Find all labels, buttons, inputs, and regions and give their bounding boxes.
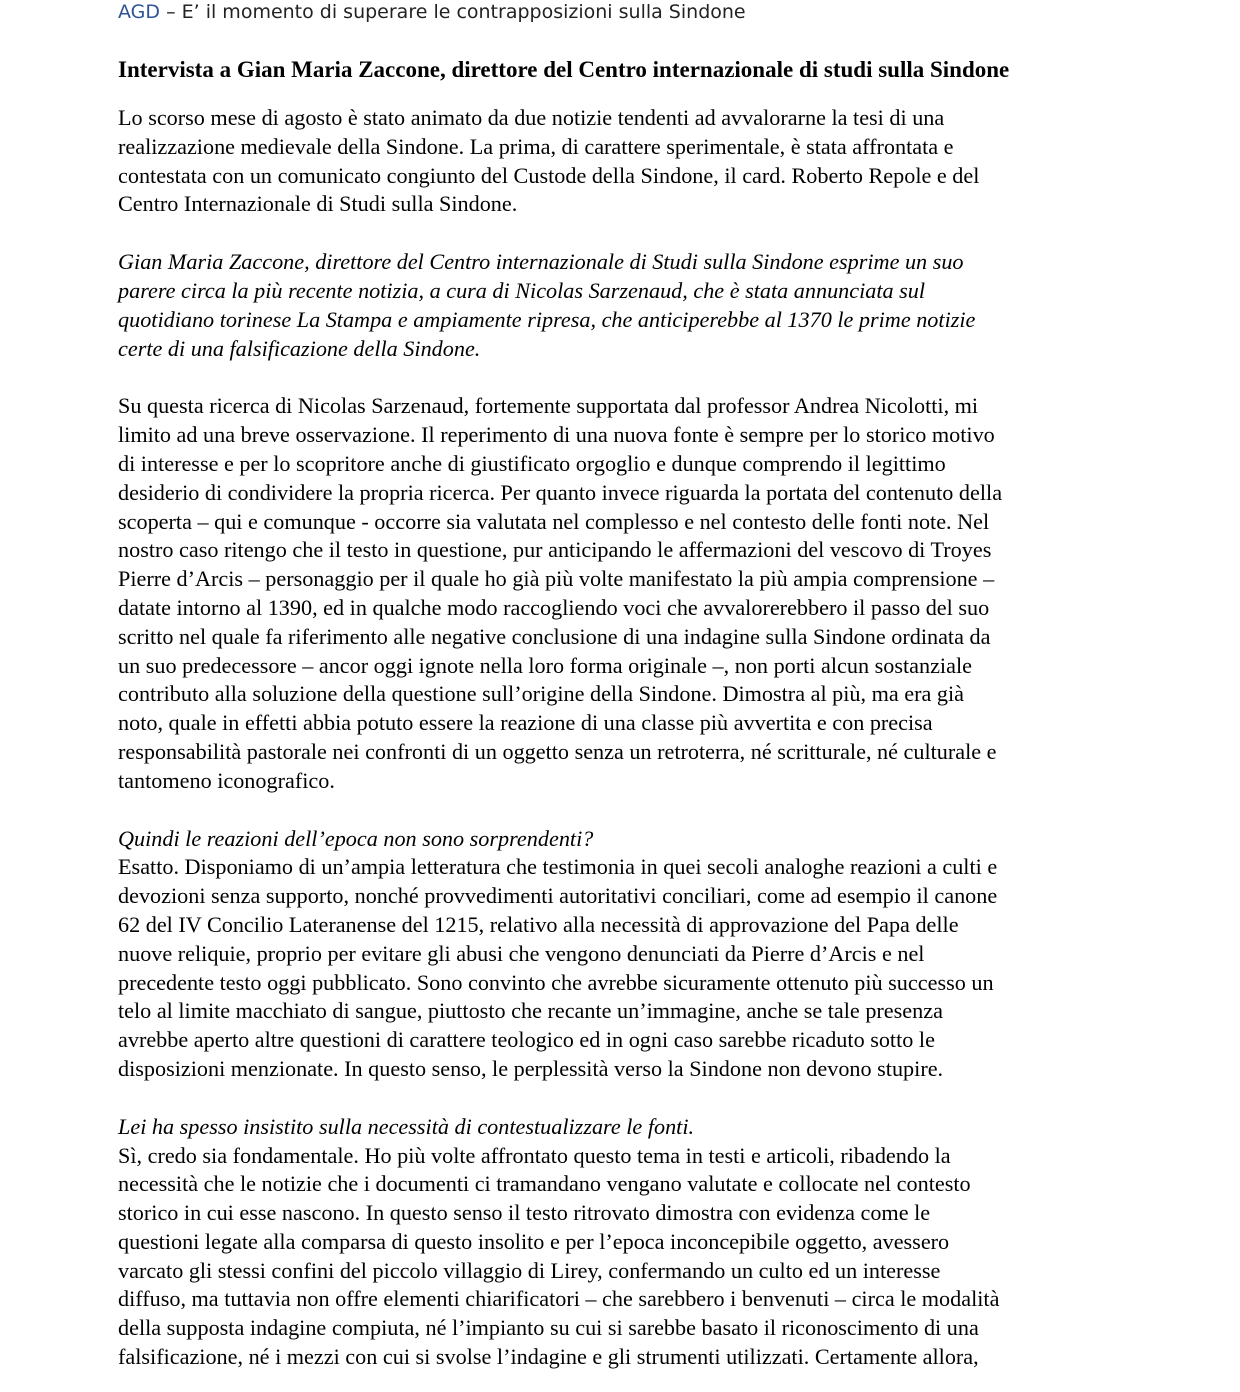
text-line: diffuso, ma tuttavia non offre elementi chiarificatori – che sarebbero i benvenuti – circa le modalità bbox=[118, 1286, 1000, 1312]
text-line: Centro Internazionale di Studi sulla Sindone. bbox=[118, 191, 518, 217]
text-line: questioni legate alla comparsa di questo insolito e per l’epoca inconcepibile oggetto, avessero bbox=[118, 1228, 950, 1254]
text-line: realizzazione medievale della Sindone. La prima, di carattere sperimentale, è stata affrontata e bbox=[118, 133, 954, 159]
text-line: falsificazione, né i mezzi con cui si svolse l’indagine e gli strumenti utilizzati. Certamente allora, bbox=[118, 1344, 979, 1370]
text-line: 62 del IV Concilio Lateranense del 1215, relativo alla necessità di approvazione del Papa delle bbox=[118, 911, 959, 937]
text-line: Esatto. Disponiamo di un’ampia letteratura che testimonia in quei secoli analoghe reazioni a culti e bbox=[118, 854, 998, 880]
text-line: scritto nel quale fa riferimento alle negative conclusione di una indagine sulla Sindone ordinata da bbox=[118, 623, 991, 649]
text-line: della supposta indagine compiuta, né l’impianto su cui si sarebbe basato il riconoscimento di una bbox=[118, 1315, 979, 1341]
text-line: storico in cui esse nascono. In questo senso il testo ritrovato dimostra con evidenza come le bbox=[118, 1200, 931, 1226]
paragraph-lead-italic bbox=[118, 248, 1118, 363]
text-line: Pierre d’Arcis – personaggio per il quale ho già più volte manifestato la più ampia comprensione – bbox=[118, 566, 995, 592]
page-header bbox=[118, 0, 1118, 24]
text-line: Lo scorso mese di agosto è stato animato da due notizie tendenti ad avvalorarne la tesi di una bbox=[118, 105, 945, 130]
interview-question: Quindi le reazioni dell’epoca non sono sorprendenti? bbox=[118, 825, 594, 851]
text-line: avrebbe aperto altre questioni di carattere teologico ed in ogni caso sarebbe ricaduto sotto le bbox=[118, 1027, 935, 1053]
text-line: contestata con un comunicato congiunto del Custode della Sindone, il card. Roberto Repole e del bbox=[118, 162, 980, 188]
text-line: un suo predecessore – ancor oggi ignote nella loro forma originale –, non porti alcun sostanziale bbox=[118, 652, 972, 678]
text-line: noto, quale in effetti abbia potuto essere la reazione di una classe più avvertita e con precisa bbox=[118, 710, 933, 736]
text-line: contributo alla soluzione della questione sull’origine della Sindone. Dimostra al più, ma era già bbox=[118, 681, 964, 707]
text-line: disposizioni menzionate. In questo senso, le perplessità verso la Sindone non devono stupire. bbox=[118, 1055, 944, 1081]
text-line: precedente testo oggi pubblicato. Sono convinto che avrebbe sicuramente ottenuto più successo un bbox=[118, 969, 994, 995]
text-line: desiderio di condividere la propria ricerca. Per quanto invece riguarda la portata del contenuto della bbox=[118, 479, 1003, 505]
text-line: limito ad una breve osservazione. Il reperimento di una nuova fonte è sempre per lo storico motivo bbox=[118, 422, 995, 448]
text-line: datate intorno al 1390, ed in qualche modo raccogliendo voci che avvalorerebbero il passo del suo bbox=[118, 594, 990, 620]
text-line: responsabilità pastorale nei confronti di un oggetto senza un retroterra, né scritturale, né culturale e bbox=[118, 738, 997, 764]
header-headline: E’ il momento di superare le contrapposizioni sulla Sindone bbox=[181, 1, 746, 23]
text-line: Su questa ricerca di Nicolas Sarzenaud, fortemente supportata dal professor Andrea Nicolotti, mi bbox=[118, 393, 979, 419]
paragraph-answer-1 bbox=[118, 392, 1118, 795]
text-line: necessità che le notizie che i documenti ci tramandano vengano valutate e collocate nel contesto bbox=[118, 1171, 971, 1197]
text-line: parere circa la più recente notizia, a cura di Nicolas Sarzenaud, che è stata annunciata sul bbox=[118, 277, 926, 303]
text-line: Gian Maria Zaccone, direttore del Centro internazionale di Studi sulla Sindone esprime un suo bbox=[118, 249, 964, 275]
interview-question: Lei ha spesso insistito sulla necessità di contestualizzare le fonti. bbox=[118, 1113, 695, 1139]
text-line: scoperta – qui e comunque - occorre sia valutata nel complesso e nel contesto delle fonti note. Nel bbox=[118, 508, 990, 534]
header-separator: – bbox=[160, 1, 182, 23]
text-line: certe di una falsificazione della Sindone. bbox=[118, 335, 481, 361]
document-page bbox=[118, 0, 1118, 1372]
text-line: nuove reliquie, proprio per evitare gli abusi che vengono denunciati da Pierre d’Arcis e nel bbox=[118, 940, 925, 966]
text-line: devozioni senza supporto, nonché provvedimenti autoritativi conciliari, come ad esempio il canone bbox=[118, 883, 998, 909]
text-line: Sì, credo sia fondamentale. Ho più volte affrontato questo tema in testi e articoli, ribadendo la bbox=[118, 1142, 951, 1168]
text-line: telo al limite macchiato di sangue, piuttosto che recante un’immagine, anche se tale presenza bbox=[118, 998, 943, 1024]
agency-name: AGD bbox=[118, 1, 161, 23]
text-line: varcato gli stessi confini del piccolo villaggio di Lirey, confermando un culto ed un interesse bbox=[118, 1257, 941, 1283]
text-line: di interesse e per lo scopritore anche di giustificato orgoglio e dunque comprendo il legittimo bbox=[118, 450, 946, 476]
text-line: tantomeno iconografico. bbox=[118, 767, 335, 793]
paragraph-intro bbox=[118, 104, 1118, 219]
text-line: quotidiano torinese La Stampa e ampiamente ripresa, che anticiperebbe al 1370 le prime notizie bbox=[118, 306, 976, 332]
paragraph-question-answer-3 bbox=[118, 1113, 1118, 1372]
paragraph-question-answer-2 bbox=[118, 825, 1118, 1084]
text-line: nostro caso ritengo che il testo in questione, pur anticipando le affermazioni del vescovo di Troyes bbox=[118, 537, 992, 563]
article-title: Intervista a Gian Maria Zaccone, direttore del Centro internazionale di studi sulla Sindone bbox=[118, 57, 1010, 82]
